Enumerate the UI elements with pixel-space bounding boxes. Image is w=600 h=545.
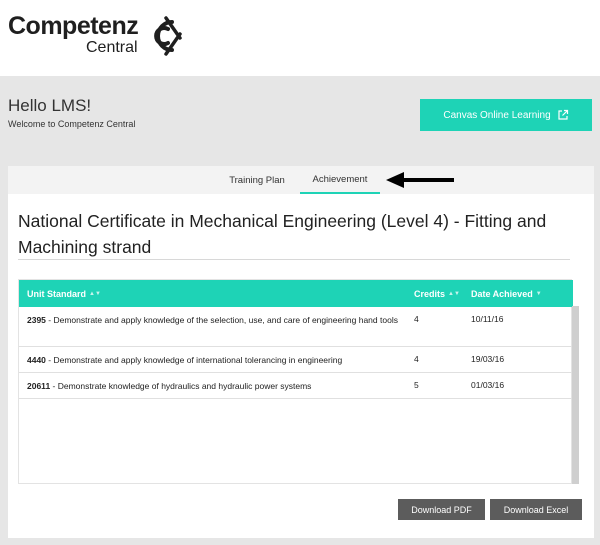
header-credits[interactable]: Credits ▲▼ [414,288,460,299]
download-excel-button[interactable]: Download Excel [490,499,582,520]
logo-mark-icon [144,14,184,58]
brand-sub: Central [86,39,138,56]
unit-date: 19/03/16 [471,354,505,364]
competenz-logo[interactable] [8,12,198,60]
unit-credits: 5 [414,380,419,390]
unit-credits: 4 [414,354,419,364]
unit-credits: 4 [414,314,419,324]
sort-icon: ▲▼ [89,290,101,297]
table-row [19,373,573,399]
unit-description: 4440 - Demonstrate and apply knowledge of international tolerancing in engineering [27,355,343,365]
table-scrollbar[interactable] [572,306,579,484]
tab-bar [8,166,594,194]
top-bar [0,0,600,76]
tab-training-plan[interactable]: Training Plan [229,174,285,186]
header-unit-standard[interactable]: Unit Standard ▲▼ [27,288,101,299]
unit-description: 20611 - Demonstrate knowledge of hydraulics and hydraulic power systems [27,381,312,391]
sort-desc-icon: ▼ [535,290,542,297]
unit-date: 01/03/16 [471,380,505,390]
unit-description: 2395 - Demonstrate and apply knowledge of the selection, use, and care of engineering hand tools [27,315,398,325]
unit-standards-table [18,279,572,484]
external-link-icon [557,109,569,121]
tab-achievement[interactable]: Achievement [300,166,380,194]
download-pdf-button[interactable]: Download PDF [398,499,485,520]
pointer-arrow-icon [384,170,456,190]
title-divider [18,259,570,260]
greeting-subtitle: Welcome to Competenz Central [8,119,136,129]
greeting-title: Hello LMS! [8,96,92,115]
table-row [19,347,573,373]
header-date-achieved[interactable]: Date Achieved ▼ [471,288,542,299]
canvas-button-label: Canvas Online Learning [443,109,551,121]
qualification-title: National Certificate in Mechanical Engineering (Level 4) - Fitting and Machining strand [18,211,547,257]
sort-icon: ▲▼ [448,290,460,297]
brand-name: Competenz [8,12,139,40]
table-row [19,307,573,347]
unit-date: 10/11/16 [471,314,504,324]
table-header [19,280,573,307]
canvas-online-learning-button[interactable] [420,99,592,131]
